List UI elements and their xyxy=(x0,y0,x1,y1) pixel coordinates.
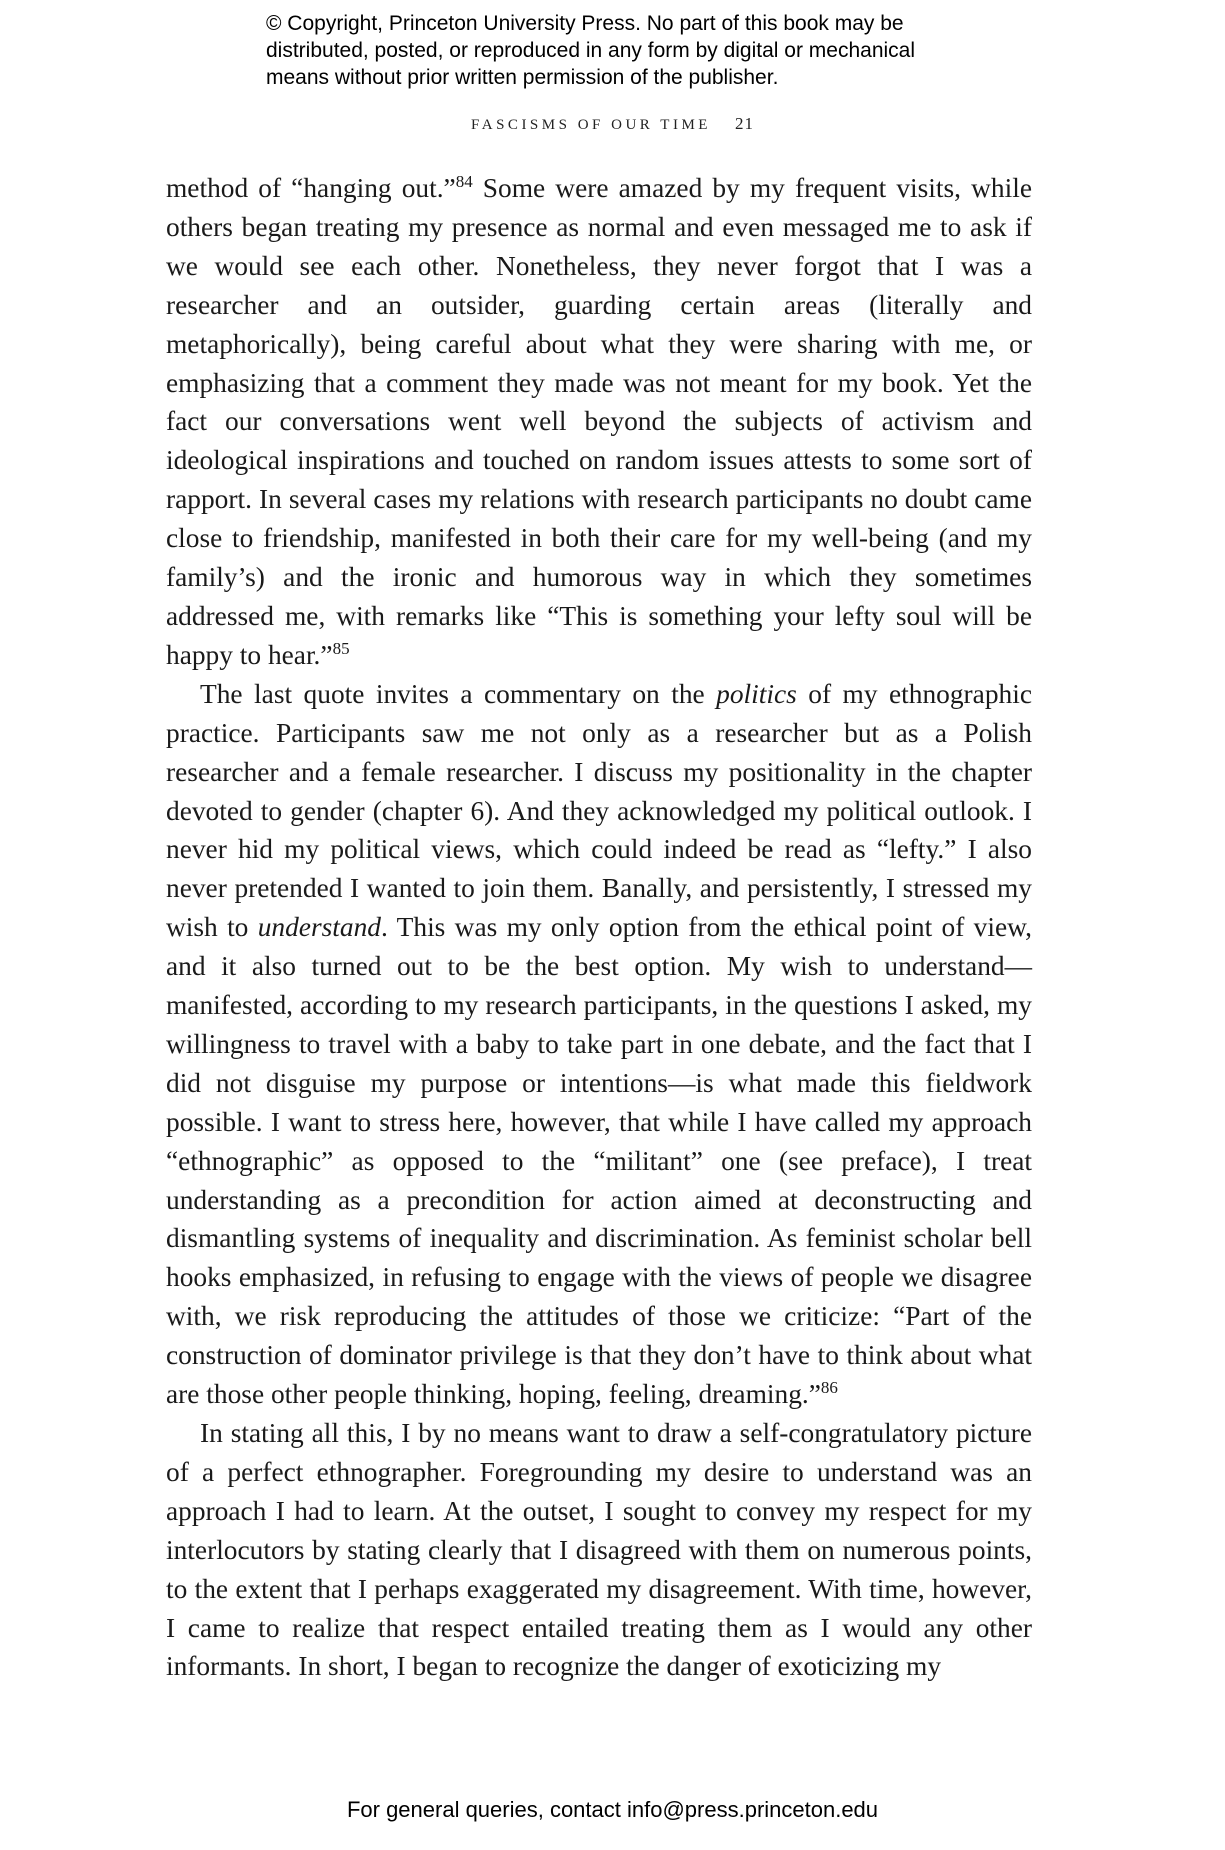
running-head xyxy=(0,114,1225,134)
body-text xyxy=(166,169,1032,1686)
paragraph-2-text-c: . This was my only option from the ethical point of view, and it also turned out to be the best option. My wish to understand—manifested, according to my research participants, in the questions I asked, my willingness to travel with a baby to take part in one debate, and the fact that I did not disguise my purpose or intentions—is what made this fieldwork possible. I want to stress here, however, that while I have called my approach “ethnographic” as opposed to the “militant” one (see preface), I treat understanding as a precondition for action aimed at deconstructing and dismantling systems of inequality and discrimination. As feminist scholar bell hooks emphasized, in refusing to engage with the views of people we disagree with, we risk reproducing the attitudes of those we criticize: “Part of the construction of dominator privilege is that they don’t have to think about what are those other people thinking, hoping, feeling, dreaming.” xyxy=(166,912,1032,1410)
copyright-line-1: © Copyright, Princeton University Press. No part of this book may be xyxy=(266,12,904,35)
paragraph-1 xyxy=(166,169,1032,675)
copyright-line-2: distributed, posted, or reproduced in any form by digital or mechanical xyxy=(266,39,916,62)
footnote-ref-85[interactable]: 85 xyxy=(332,638,350,658)
footnote-ref-84[interactable]: 84 xyxy=(455,172,473,191)
paragraph-2-text-b: of my ethnographic practice. Participants saw me not only as a researcher but as a Polish researcher and a female researcher. I discuss my positionality in the chapter devoted to gender (chapter 6). And they acknowledged my political outlook. I never hid my political views, which could indeed be read as “lefty.” I also never pretended I wanted to join them. Banally, and persistently, I stressed my wish to xyxy=(166,678,1032,943)
running-head-title: FASCISMS OF OUR TIME xyxy=(471,117,711,133)
paragraph-1-text-b: Some were amazed by my frequent visits, while others began treating my presence as normal and even messaged me to ask if we would see each other. Nonetheless, they never forgot that I was a researcher and an outsider, guarding certain areas (literally and metaphorically), being careful about what they were sharing with me, or emphasizing that a comment they made was not meant for my book. Yet the fact our conversations went well beyond the subjects of activism and ideological inspirations and touched on random issues attests to some sort of rapport. In several cases my relations with research participants no doubt came close to friendship, manifested in both their care for my well-being (and my family’s) and the ironic and humorous way in which they sometimes addressed me, with remarks like “This is something your lefty soul will be happy to hear.” xyxy=(166,173,1032,670)
copyright-line-3: means without prior written permission of the publisher. xyxy=(266,66,779,89)
emphasis-understand: understand xyxy=(257,912,381,943)
paragraph-1-text-a: method of “hanging out.” xyxy=(166,173,456,203)
footer-contact: For general queries, contact info@press.princeton.edu xyxy=(346,1797,879,1822)
copyright-notice xyxy=(266,10,1006,91)
paragraph-2 xyxy=(166,675,1032,1414)
emphasis-politics: politics xyxy=(716,678,797,709)
paragraph-3: In stating all this, I by no means want to draw a self-congratulatory picture of a perfect ethnographer. Foregrounding my desire to understand was an approach I had to learn. At the outset, I sought to convey my respect for my interlocutors by stating clearly that I disagreed with them on numerous points, to the extent that I perhaps exaggerated my disagreement. With time, however, I came to realize that respect entailed treating them as I would any other informants. In short, I began to recognize the danger of exoticizing my xyxy=(166,1418,1032,1682)
page-number: 21 xyxy=(734,114,754,133)
footnote-ref-86[interactable]: 86 xyxy=(820,1378,838,1398)
paragraph-2-text-a: The last quote invites a commentary on the xyxy=(200,678,717,709)
